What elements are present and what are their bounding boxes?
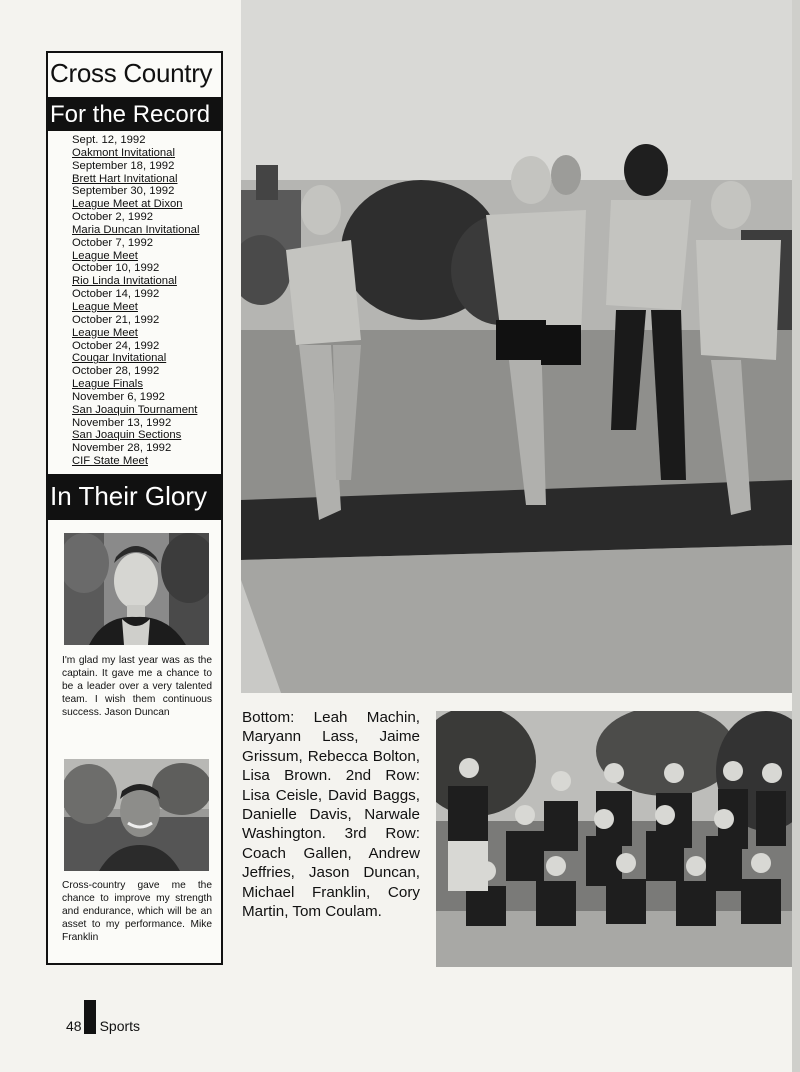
- record-meet: League Meet: [72, 249, 138, 262]
- record-meet: League Meet: [72, 300, 138, 313]
- record-meet: League Meet: [72, 326, 138, 339]
- record-date: September 30, 1992: [72, 185, 175, 198]
- portrait-2-image: [64, 759, 209, 871]
- record-meet: Maria Duncan Invitational: [72, 223, 200, 236]
- portrait-jason-duncan: [64, 533, 209, 645]
- record-meet: Brett Hart Invitational: [72, 172, 178, 185]
- page-footer: [66, 1000, 140, 1034]
- footer-bar: [84, 1000, 96, 1034]
- record-meet: League Finals: [72, 378, 143, 391]
- record-meet: Rio Linda Invitational: [72, 275, 177, 288]
- record-date: October 7, 1992: [72, 236, 154, 249]
- portrait-1-image: [64, 533, 209, 645]
- record-meet: Oakmont Invitational: [72, 146, 175, 159]
- portrait-mike-franklin: [64, 759, 209, 871]
- record-meet: San Joaquin Sections: [72, 429, 182, 442]
- runners-photo: [241, 0, 792, 693]
- record-heading: For the Record: [48, 99, 221, 131]
- record-date: October 24, 1992: [72, 339, 160, 352]
- quote-jason-duncan: I'm glad my last year was as the captain. It gave me a chance to be a leader over a very talented team. I wish them continuous success. Jason Duncan: [62, 655, 212, 718]
- section-label: Sports: [99, 1018, 141, 1034]
- glory-heading: In Their Glory: [48, 474, 221, 520]
- section-title: Cross Country: [48, 53, 221, 99]
- record-date: November 6, 1992: [72, 390, 165, 403]
- record-meet: League Meet at Dixon: [72, 198, 183, 211]
- record-date: November 28, 1992: [72, 442, 172, 455]
- record-date: Sept. 12, 1992: [72, 134, 146, 146]
- record-date: October 10, 1992: [72, 262, 160, 275]
- page-edge: [792, 0, 800, 1072]
- team-photo-caption: Bottom: Leah Machin, Maryann Lass, Jaime Grissum, Rebecca Bolton, Lisa Brown. 2nd Row: Lisa Ceisle, David Baggs, Danielle Davis, Narwale Washington. 3rd Row: Coach Gallen, Andrew Jeffries, Jason Duncan, Michael Franklin, Cory Martin, Tom Coulam.: [242, 709, 420, 921]
- team-image: [436, 711, 792, 967]
- record-meet: CIF State Meet: [72, 455, 148, 468]
- record-date: October 28, 1992: [72, 365, 160, 378]
- team-photo: [436, 711, 792, 967]
- record-meet: Cougar Invitational: [72, 352, 167, 365]
- record-meet: San Joaquin Tournament: [72, 403, 198, 416]
- quote-mike-franklin: Cross-country gave me the chance to improve my strength and endurance, which will be an asset to my performance. Mike Franklin: [62, 880, 212, 943]
- glory-section: [48, 474, 221, 520]
- record-date: September 18, 1992: [72, 159, 175, 172]
- record-date: November 13, 1992: [72, 416, 172, 429]
- record-date: October 2, 1992: [72, 211, 154, 224]
- record-date: October 14, 1992: [72, 288, 160, 301]
- record-date: October 21, 1992: [72, 313, 160, 326]
- page-number: 48: [66, 1018, 82, 1034]
- record-list: [48, 131, 221, 468]
- runners-image: [241, 0, 792, 693]
- sidebar-panel: [46, 51, 223, 965]
